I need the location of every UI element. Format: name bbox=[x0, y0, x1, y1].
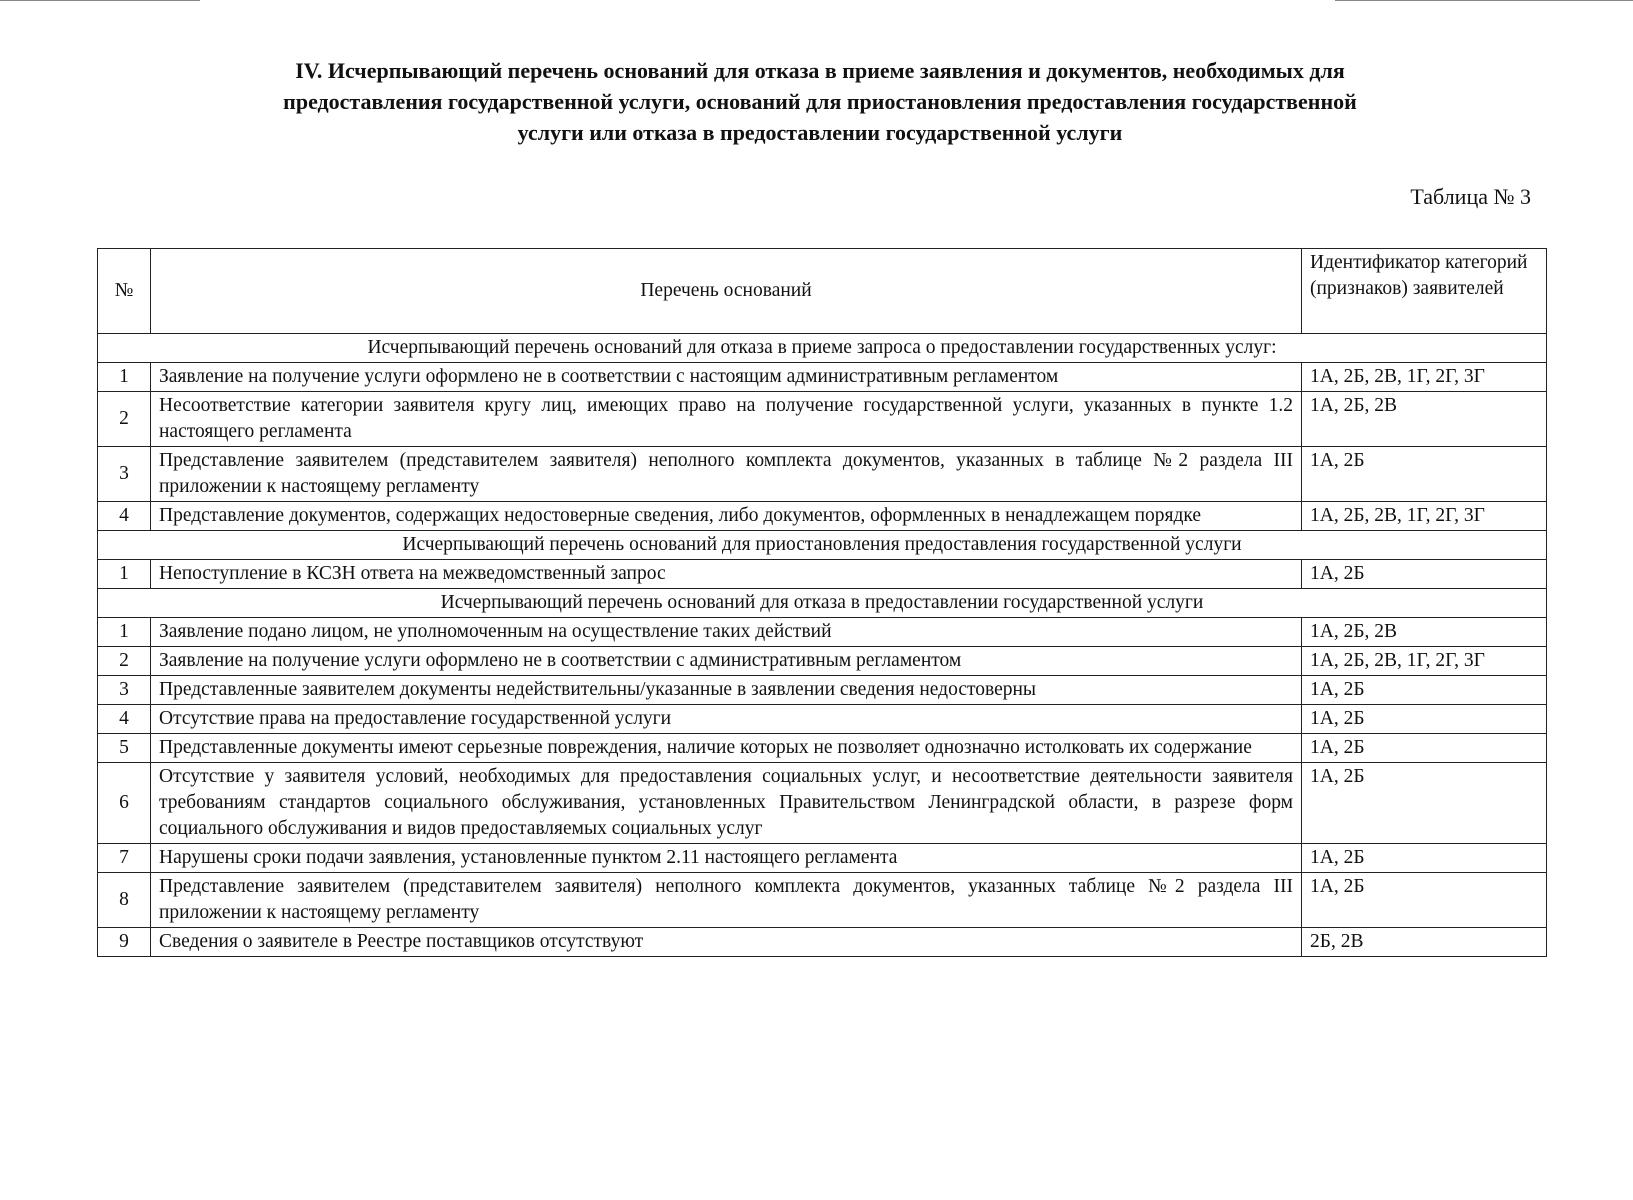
row-category-ids: 1А, 2Б bbox=[1302, 447, 1547, 502]
table-number: Таблица № 3 bbox=[1410, 184, 1531, 209]
document-title bbox=[120, 55, 1520, 148]
table-row bbox=[98, 618, 1547, 647]
row-ground-text: Несоответствие категории заявителя кругу лиц, имеющих право на получение государственной услуги, указанных в пункте 1.2 настоящего регламента bbox=[151, 392, 1302, 447]
row-number: 1 bbox=[98, 618, 151, 647]
table-row bbox=[98, 363, 1547, 392]
row-category-ids: 1А, 2Б bbox=[1302, 676, 1547, 705]
table-row bbox=[98, 928, 1547, 957]
table-header-row bbox=[98, 249, 1547, 334]
table-row bbox=[98, 392, 1547, 447]
table-row bbox=[98, 873, 1547, 928]
row-ground-text: Представленные заявителем документы недействительны/указанные в заявлении сведения недостоверны bbox=[151, 676, 1302, 705]
title-line: услуги или отказа в предоставлении государственной услуги bbox=[517, 120, 1123, 145]
section-title: Исчерпывающий перечень оснований для отказа в предоставлении государственной услуги bbox=[98, 589, 1547, 618]
header-number: № bbox=[98, 249, 151, 334]
row-ground-text: Нарушены сроки подачи заявления, установленные пунктом 2.11 настоящего регламента bbox=[151, 844, 1302, 873]
section-title: Исчерпывающий перечень оснований для отказа в приеме запроса о предоставлении государственных услуг: bbox=[98, 334, 1547, 363]
row-ground-text: Представление заявителем (представителем заявителя) неполного комплекта документов, указанных в таблице №2 раздела III приложении к настоящему регламенту bbox=[151, 447, 1302, 502]
row-number: 8 bbox=[98, 873, 151, 928]
row-number: 2 bbox=[98, 392, 151, 447]
row-ground-text: Отсутствие у заявителя условий, необходимых для предоставления социальных услуг, и несоответствие деятельности заявителя требованиям стандартов социального обслуживания, установленных Правительством Ленинградской области, в разрезе форм социального обслуживания и видов предоставляемых социальных услуг bbox=[151, 763, 1302, 844]
section-title: Исчерпывающий перечень оснований для приостановления предоставления государственной услуги bbox=[98, 531, 1547, 560]
row-number: 4 bbox=[98, 502, 151, 531]
table-row bbox=[98, 502, 1547, 531]
section-header-row bbox=[98, 589, 1547, 618]
table-row bbox=[98, 560, 1547, 589]
row-category-ids: 1А, 2Б bbox=[1302, 705, 1547, 734]
table-row bbox=[98, 676, 1547, 705]
section-header-row bbox=[98, 334, 1547, 363]
header-identifier: Идентификатор категорий (признаков) заявителей bbox=[1302, 249, 1547, 334]
scan-artifact-top-right bbox=[1335, 0, 1633, 1]
row-ground-text: Заявление на получение услуги оформлено не в соответствии с настоящим административным регламентом bbox=[151, 363, 1302, 392]
row-ground-text: Представление документов, содержащих недостоверные сведения, либо документов, оформленных в ненадлежащем порядке bbox=[151, 502, 1302, 531]
header-grounds: Перечень оснований bbox=[151, 249, 1302, 334]
row-category-ids: 1А, 2Б bbox=[1302, 844, 1547, 873]
scan-artifact-top-left bbox=[0, 0, 200, 1]
row-category-ids: 1А, 2Б, 2В, 1Г, 2Г, 3Г bbox=[1302, 502, 1547, 531]
row-category-ids: 1А, 2Б bbox=[1302, 873, 1547, 928]
row-number: 4 bbox=[98, 705, 151, 734]
row-number: 7 bbox=[98, 844, 151, 873]
row-number: 3 bbox=[98, 447, 151, 502]
row-number: 6 bbox=[98, 763, 151, 844]
table-row bbox=[98, 705, 1547, 734]
row-category-ids: 2Б, 2В bbox=[1302, 928, 1547, 957]
row-ground-text: Заявление на получение услуги оформлено не в соответствии с административным регламентом bbox=[151, 647, 1302, 676]
row-category-ids: 1А, 2Б, 2В bbox=[1302, 392, 1547, 447]
table-row bbox=[98, 647, 1547, 676]
row-number: 9 bbox=[98, 928, 151, 957]
row-number: 1 bbox=[98, 363, 151, 392]
row-number: 5 bbox=[98, 734, 151, 763]
row-number: 3 bbox=[98, 676, 151, 705]
row-category-ids: 1А, 2Б, 2В, 1Г, 2Г, 3Г bbox=[1302, 363, 1547, 392]
row-ground-text: Представленные документы имеют серьезные повреждения, наличие которых не позволяет однозначно истолковать их содержание bbox=[151, 734, 1302, 763]
row-ground-text: Непоступление в КСЗН ответа на межведомственный запрос bbox=[151, 560, 1302, 589]
title-line: IV. Исчерпывающий перечень оснований для отказа в приеме заявления и документов, необходимых для bbox=[295, 58, 1345, 83]
grounds-table bbox=[97, 248, 1547, 957]
row-number: 1 bbox=[98, 560, 151, 589]
row-ground-text: Сведения о заявителе в Реестре поставщиков отсутствуют bbox=[151, 928, 1302, 957]
row-category-ids: 1А, 2Б bbox=[1302, 734, 1547, 763]
row-category-ids: 1А, 2Б, 2В bbox=[1302, 618, 1547, 647]
row-ground-text: Заявление подано лицом, не уполномоченным на осуществление таких действий bbox=[151, 618, 1302, 647]
row-category-ids: 1А, 2Б bbox=[1302, 763, 1547, 844]
section-header-row bbox=[98, 531, 1547, 560]
row-ground-text: Представление заявителем (представителем заявителя) неполного комплекта документов, указанных таблице №2 раздела III приложении к настоящему регламенту bbox=[151, 873, 1302, 928]
table-row bbox=[98, 447, 1547, 502]
table-row bbox=[98, 844, 1547, 873]
row-category-ids: 1А, 2Б bbox=[1302, 560, 1547, 589]
title-line: предоставления государственной услуги, оснований для приостановления предоставления государственной bbox=[283, 89, 1357, 114]
row-number: 2 bbox=[98, 647, 151, 676]
row-ground-text: Отсутствие права на предоставление государственной услуги bbox=[151, 705, 1302, 734]
table-row bbox=[98, 763, 1547, 844]
table-row bbox=[98, 734, 1547, 763]
row-category-ids: 1А, 2Б, 2В, 1Г, 2Г, 3Г bbox=[1302, 647, 1547, 676]
